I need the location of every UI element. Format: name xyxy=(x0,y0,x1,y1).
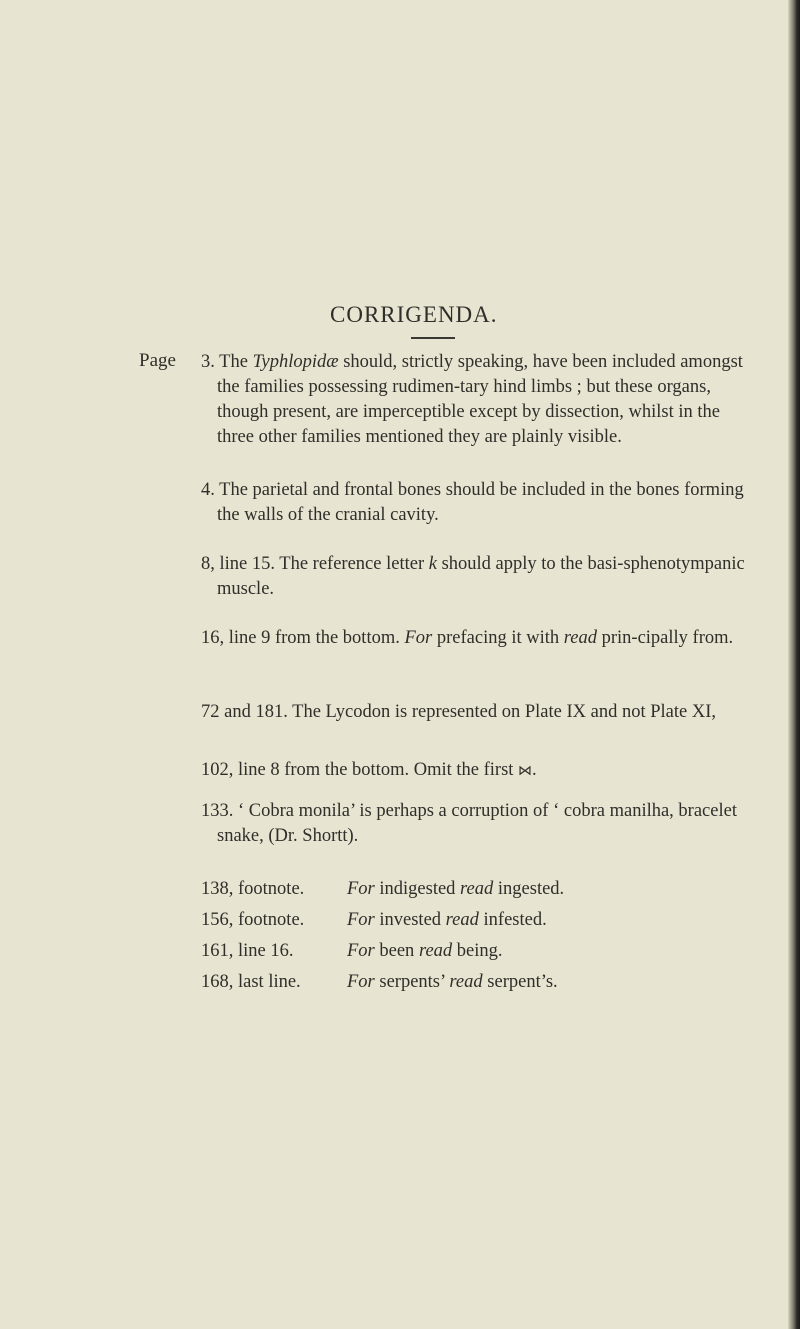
read-label: read xyxy=(460,879,494,899)
entry-text: The Lycodon is represented on Plate IX and not Plate XI, xyxy=(292,702,716,722)
old-reading: invested xyxy=(379,910,442,930)
entry-text: ‘ Cobra monila’ is perhaps a corruption of ‘ cobra manilha, bracelet snake, (Dr. Shortt). xyxy=(217,801,737,846)
entry-text: The parietal and frontal bones should be included in the bones forming the walls of the cranial cavity. xyxy=(217,480,744,525)
for-label: For xyxy=(347,972,375,992)
old-reading: indigested xyxy=(379,879,456,899)
entry-page-ref: 156, footnote. xyxy=(201,910,305,930)
corrigendum-entry xyxy=(201,478,761,528)
corrigendum-entry xyxy=(201,552,761,602)
entry-page-ref: 8, line 15. xyxy=(201,554,275,574)
entry-text: The xyxy=(219,352,253,372)
entry-page-ref: 4. xyxy=(201,480,215,500)
for-label: For xyxy=(347,941,375,961)
page-edge-shadow xyxy=(788,0,800,1329)
for-label: For xyxy=(347,879,375,899)
old-reading: serpents’ xyxy=(379,972,445,992)
entry-text: prefacing it with xyxy=(432,628,564,648)
corrigendum-entry xyxy=(201,799,761,849)
entry-page-ref: 102, line 8 from the bottom. xyxy=(201,760,410,780)
entry-text: Typhlopidæ xyxy=(252,352,339,372)
entry-page-ref: 72 and 181. xyxy=(201,702,288,722)
title-rule xyxy=(411,337,455,339)
corrigendum-entry xyxy=(201,626,761,651)
corrigendum-entry xyxy=(201,700,761,725)
corrigendum-entry xyxy=(201,758,761,784)
entry-text: prin-cipally from. xyxy=(596,628,734,648)
read-label: read xyxy=(418,941,453,961)
corrigendum-short-entry xyxy=(201,939,503,964)
entry-text: should apply to the basi-sphenotympanic muscle. xyxy=(217,554,745,599)
entry-text: . xyxy=(532,760,537,780)
entry-text: should, strictly speaking, have been included amongst the families possessing rudimen-tary hind limbs ; but these organs, though present, are imperceptible except by dissection, whilst in the three other families mentioned they are plainly visible. xyxy=(217,352,743,447)
old-reading: been xyxy=(379,941,415,961)
read-label: read xyxy=(445,910,479,930)
new-reading: being. xyxy=(456,941,503,961)
reference-mark-glyph: ⋈ xyxy=(518,763,533,779)
entry-text: Omit the first xyxy=(413,760,519,780)
for-label: For xyxy=(347,910,375,930)
new-reading: infested. xyxy=(483,910,547,930)
entry-text: read xyxy=(563,628,597,648)
entry-page-ref: 16, line 9 from the bottom. xyxy=(201,628,400,648)
entry-page-ref: 133. xyxy=(201,801,234,821)
entry-page-ref: 161, line 16. xyxy=(201,941,294,961)
entry-text: k xyxy=(428,554,437,574)
corrigendum-entry xyxy=(201,350,761,450)
corrigendum-short-entry xyxy=(201,970,558,995)
entry-text: The reference letter xyxy=(279,554,429,574)
new-reading: serpent’s. xyxy=(487,972,558,992)
entry-page-ref: 3. xyxy=(201,352,215,372)
corrigendum-short-entry xyxy=(201,908,547,933)
corrigendum-short-entry xyxy=(201,877,564,902)
entry-page-ref: 138, footnote. xyxy=(201,879,305,899)
entry-page-ref: 168, last line. xyxy=(201,972,301,992)
entry-text: For xyxy=(404,628,433,648)
new-reading: ingested. xyxy=(497,879,565,899)
page-title: CORRIGENDA. xyxy=(330,302,498,327)
page-column-label: Page xyxy=(139,350,176,371)
read-label: read xyxy=(449,972,483,992)
